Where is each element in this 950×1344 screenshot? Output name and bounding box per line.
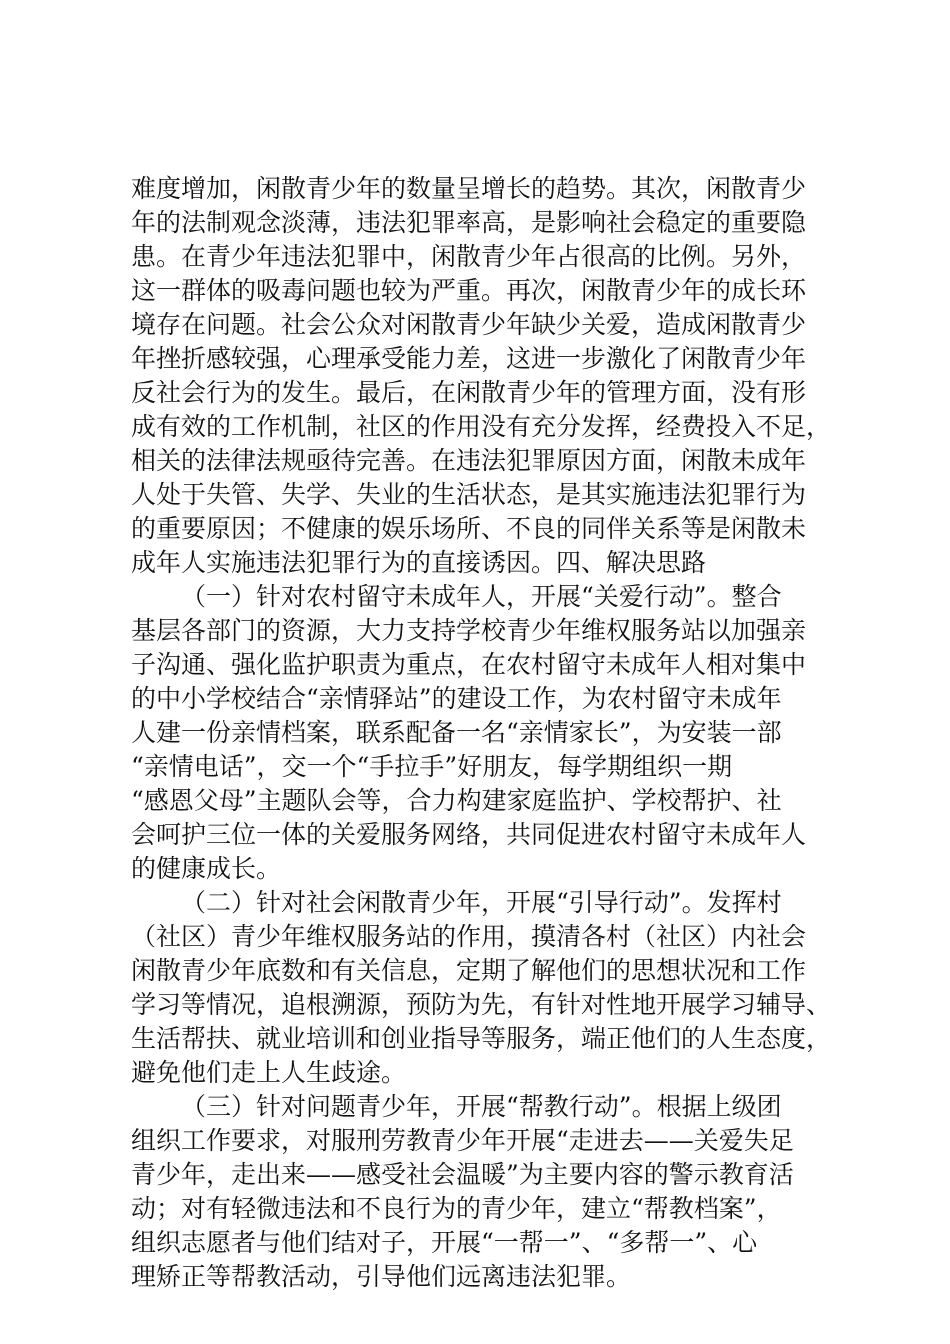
paragraph-first-line: （三）针对问题青少年，开展“帮教行动”。根据上级团 [181, 1092, 782, 1121]
text-line: 这一群体的吸毒问题也较为严重。再次，闲散青少年的成长环 [131, 276, 807, 305]
paragraph-first-line: （一）针对农村留守未成年人，开展“关爱行动”。整合 [181, 582, 782, 611]
text-line: “感恩父母”主题队会等，合力构建家庭监护、学校帮护、社 [131, 786, 782, 815]
text-line: 基层各部门的资源，大力支持学校青少年维权服务站以加强亲 [131, 616, 807, 645]
text-line: 生活帮扶、就业培训和创业指导等服务，端正他们的人生态度， [131, 1024, 832, 1053]
text-line: 人建一份亲情档案，联系配备一名“亲情家长”，为安装一部 [131, 718, 782, 747]
text-line: 难度增加，闲散青少年的数量呈增长的趋势。其次，闲散青少 [131, 174, 807, 203]
text-line: 的中小学校结合“亲情驿站”的建设工作，为农村留守未成年 [131, 684, 782, 713]
text-line: 的重要原因；不健康的娱乐场所、不良的同伴关系等是闲散未 [131, 514, 807, 543]
text-line: 年挫折感较强，心理承受能力差，这进一步激化了闲散青少年 [131, 344, 807, 373]
text-line: “亲情电话”，交一个“手拉手”好朋友，每学期组织一期 [131, 752, 733, 781]
text-line: 组织工作要求，对服刑劳教青少年开展“走进去——关爱失足 [131, 1126, 794, 1155]
text-line: 会呵护三位一体的关爱服务网络，共同促进农村留守未成年人 [131, 820, 807, 849]
text-line: 境存在问题。社会公众对闲散青少年缺少关爱，造成闲散青少 [131, 310, 807, 339]
text-line: 反社会行为的发生。最后，在闲散青少年的管理方面，没有形 [131, 378, 807, 407]
text-line: 子沟通、强化监护职责为重点，在农村留守未成年人相对集中 [131, 650, 807, 679]
text-line: 相关的法律法规亟待完善。在违法犯罪原因方面，闲散未成年 [131, 446, 807, 475]
text-line: 成年人实施违法犯罪行为的直接诱因。四、解决思路 [131, 548, 707, 577]
text-line: 的健康成长。 [131, 854, 282, 883]
text-line: 理矫正等帮教活动，引导他们远离违法犯罪。 [131, 1262, 632, 1291]
text-line: 组织志愿者与他们结对子，开展“一帮一”、“多帮一”、心 [131, 1228, 758, 1257]
text-line: 学习等情况，追根溯源，预防为先，有针对性地开展学习辅导、 [131, 990, 832, 1019]
text-line: （社区）青少年维权服务站的作用，摸清各村（社区）内社会 [131, 922, 807, 951]
text-line: 闲散青少年底数和有关信息，定期了解他们的思想状况和工作 [131, 956, 807, 985]
text-line: 动；对有轻微违法和不良行为的青少年，建立“帮教档案”， [131, 1194, 782, 1223]
text-line: 人处于失管、失学、失业的生活状态，是其实施违法犯罪行为 [131, 480, 807, 509]
text-line: 患。在青少年违法犯罪中，闲散青少年占很高的比例。另外， [131, 242, 807, 271]
text-line: 青少年，走出来——感受社会温暖”为主要内容的警示教育活 [131, 1160, 794, 1189]
paragraph-first-line: （二）针对社会闲散青少年，开展“引导行动”。发挥村 [181, 888, 782, 917]
text-line: 避免他们走上人生歧途。 [131, 1058, 407, 1087]
text-line: 成有效的工作机制，社区的作用没有充分发挥，经费投入不足， [131, 412, 832, 441]
text-line: 年的法制观念淡薄，违法犯罪率高，是影响社会稳定的重要隐 [131, 208, 807, 237]
